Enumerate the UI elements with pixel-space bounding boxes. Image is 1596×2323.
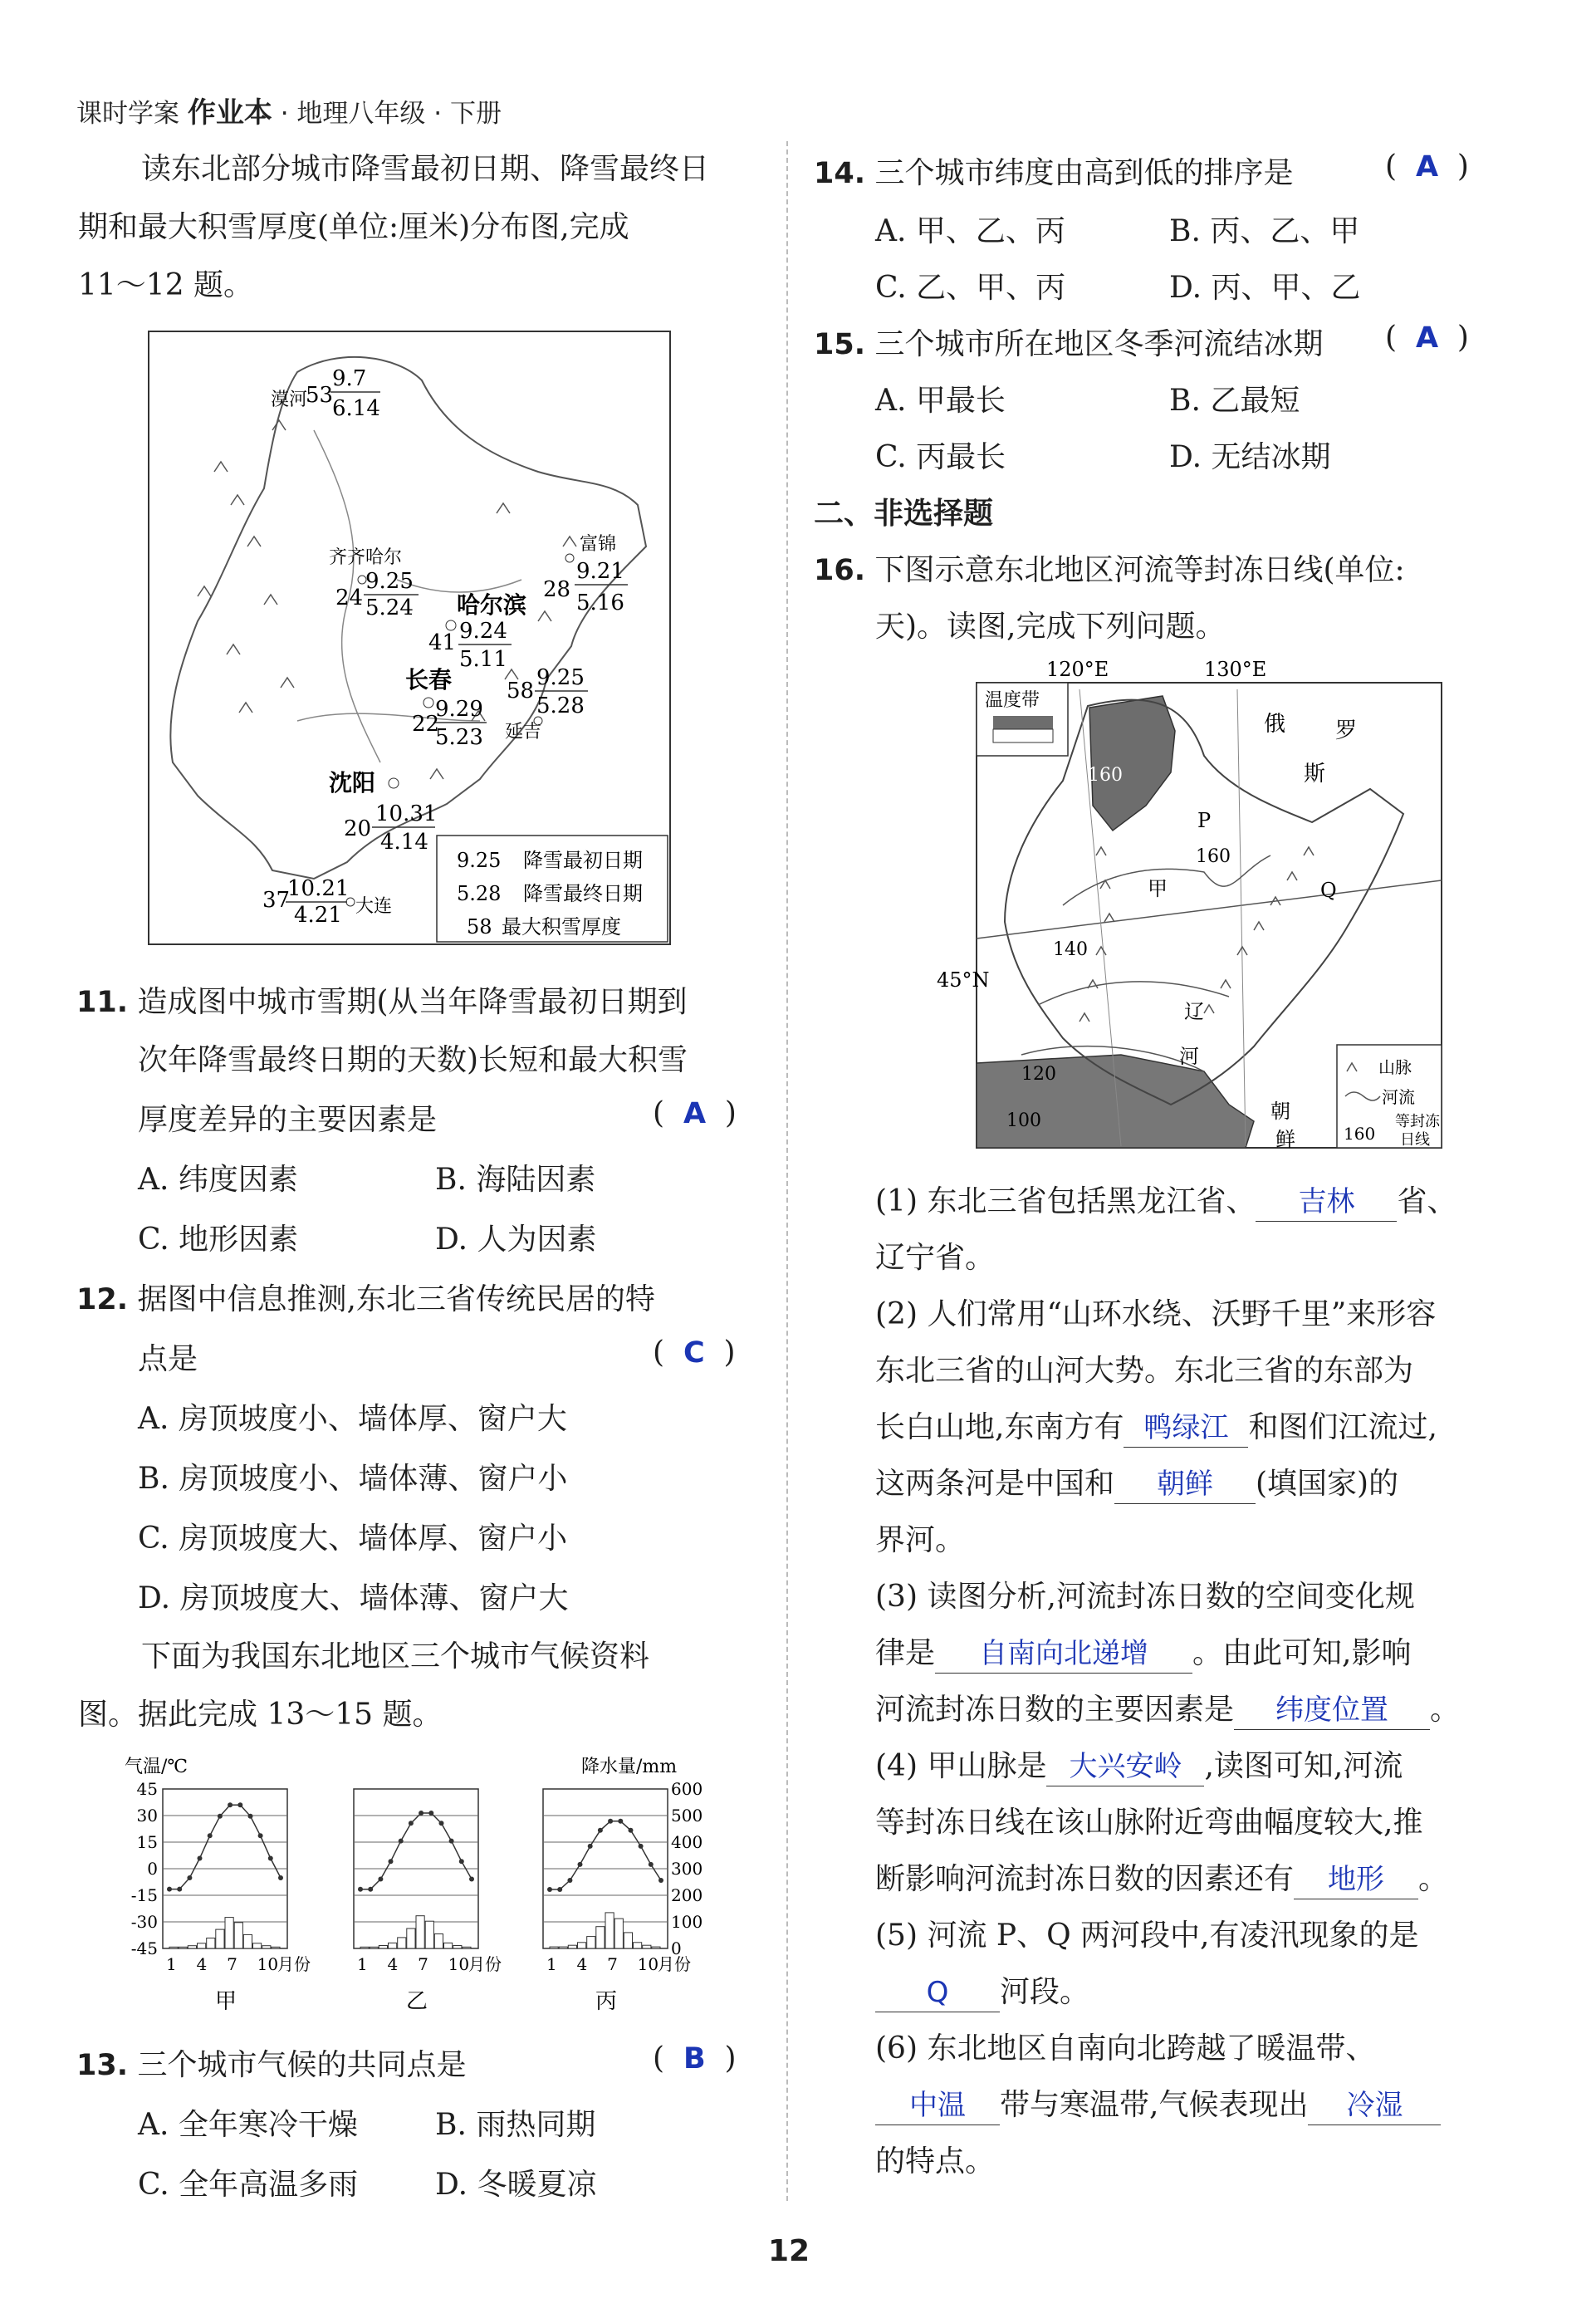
city-dalian-name: 大连 <box>355 896 393 917</box>
month-tick: 4 <box>387 1954 399 1974</box>
lon-130: 130°E <box>1204 658 1267 681</box>
q16-line1 <box>814 546 1405 589</box>
q11-option-c: C. 地形因素 <box>138 1223 299 1257</box>
city-qiqihar-name: 齐齐哈尔 <box>329 547 403 568</box>
city-fujin-name: 富锦 <box>580 534 617 555</box>
legend-thick-label: 最大积雪厚度 <box>502 915 621 939</box>
header-book: 作业本 <box>187 96 272 130</box>
legend-first-value: 9.25 <box>457 849 502 872</box>
page-number: 12 <box>768 2234 810 2268</box>
q16-p3-blank2: 纬度位置 <box>1275 1693 1389 1727</box>
precip-bar <box>463 1947 471 1948</box>
q13-option-b: B. 雨热同期 <box>435 2108 596 2142</box>
month-tick: 7 <box>418 1954 428 1974</box>
q12-stem-2: 点是 <box>138 1342 198 1376</box>
precip-bar <box>434 1934 443 1949</box>
month-unit: 月份 <box>468 1954 502 1974</box>
precip-bar <box>370 1947 378 1948</box>
precip-bar <box>559 1947 567 1948</box>
q14-option-a: A. 甲、乙、丙 <box>875 214 1065 248</box>
city-harbin-last: 5.11 <box>459 647 507 672</box>
lat-45: 45°N <box>937 968 990 992</box>
city-shenyang-name: 沈阳 <box>329 769 376 796</box>
month-tick: 1 <box>166 1954 177 1974</box>
q16-p2-l3a: 长白山地,东南方有 <box>875 1410 1124 1444</box>
q12-answer-bracket: ( C ) <box>653 1335 736 1370</box>
q15-option-b: B. 乙最短 <box>1169 384 1300 418</box>
precip-bar <box>379 1946 387 1949</box>
q16-p3-line2 <box>875 1630 1411 1674</box>
precip-bar <box>444 1943 453 1948</box>
month-tick: 10 <box>448 1954 470 1974</box>
q11-stem-3: 厚度差异的主要因素是 <box>138 1103 438 1137</box>
q13-option-c: C. 全年高温多雨 <box>138 2168 359 2202</box>
climate-charts <box>116 1752 714 2026</box>
intro-11-12-line1: 读东北部分城市降雪最初日期、降雪最终日 <box>141 152 710 186</box>
q16-p6-blank1: 中温 <box>909 2089 966 2122</box>
q16-p3-line3 <box>875 1686 1460 1730</box>
iso-100: 100 <box>1006 1110 1041 1131</box>
q16-p6-line1: (6) 东北地区自南向北跨越了暖温带、 <box>875 2031 1376 2066</box>
month-tick: 7 <box>607 1954 618 1974</box>
q16-p5-line1: (5) 河流 P、Q 两河段中,有凌汛现象的是 <box>875 1919 1419 1953</box>
q14-answer-bracket: ( A ) <box>1385 149 1469 184</box>
temp-tick: 0 <box>147 1859 158 1879</box>
russia-3: 斯 <box>1304 762 1326 787</box>
q12-stem-1: 据图中信息推测,东北三省传统民居的特 <box>137 1282 655 1316</box>
precip-bar <box>568 1945 576 1948</box>
q16-p6-l2a: 带与寒温带,气候表现出 <box>1000 2088 1309 2122</box>
q16-p1-pre: (1) 东北三省包括黑龙江省、 <box>875 1184 1256 1218</box>
precip-tick: 500 <box>671 1806 703 1826</box>
q16-number: 16. <box>814 554 866 587</box>
page-header <box>76 90 502 130</box>
temp-curve <box>169 1805 281 1889</box>
q16-p2-line5: 界河。 <box>875 1523 966 1557</box>
precip-bar <box>416 1916 424 1948</box>
temp-curve <box>550 1821 661 1889</box>
city-fujin-last: 5.16 <box>576 591 624 615</box>
q16-p4-line1 <box>875 1742 1403 1786</box>
precip-bar <box>216 1929 224 1948</box>
q15-number: 15. <box>814 328 866 361</box>
q16-p5-l2b: 河段。 <box>1000 1975 1090 2009</box>
q15-option-c: C. 丙最长 <box>875 440 1006 474</box>
precip-bar <box>234 1923 242 1948</box>
q11-option-d: D. 人为因素 <box>435 1223 597 1257</box>
q15-stem: 三个城市所在地区冬季河流结冰期 <box>874 327 1324 361</box>
city-changchun-thick: 22 <box>412 712 440 737</box>
city-shenyang-thick: 20 <box>344 816 372 841</box>
precip-bar <box>453 1946 462 1949</box>
precip-bar <box>360 1947 369 1948</box>
q16-p4-l3b: 。 <box>1418 1862 1449 1896</box>
q16-stem-1: 下图示意东北地区河流等封冻日线(单位: <box>874 553 1405 587</box>
city-name: 甲 <box>215 1989 237 2014</box>
q15-option-a: A. 甲最长 <box>875 384 1006 418</box>
city-yanji-name: 延吉 <box>505 722 542 742</box>
precip-bar <box>253 1943 262 1948</box>
city-dalian-thick: 37 <box>262 888 291 913</box>
city-yanji-last: 5.28 <box>536 693 585 718</box>
legend-last-value: 5.28 <box>457 882 502 905</box>
q15-option-d: D. 无结冰期 <box>1169 440 1331 474</box>
freeze-map <box>937 656 1453 1154</box>
lon-120: 120°E <box>1046 658 1109 681</box>
precip-bar <box>624 1933 632 1948</box>
month-unit: 月份 <box>658 1954 691 1974</box>
q12-number: 12. <box>76 1283 129 1316</box>
legend-iso-label-2: 日线 <box>1400 1131 1430 1149</box>
q16-p4-l3a: 断影响河流封冻日数的因素还有 <box>875 1862 1295 1896</box>
precip-bar <box>389 1943 397 1948</box>
precip-bar <box>243 1934 252 1948</box>
precip-tick: 200 <box>671 1885 703 1905</box>
q16-p1-line1 <box>875 1178 1456 1222</box>
q14-option-b: B. 丙、乙、甲 <box>1169 214 1360 248</box>
precip-bar <box>179 1947 187 1948</box>
precip-bar <box>634 1943 642 1948</box>
legend-last-label: 降雪最终日期 <box>523 882 643 905</box>
q16-p1-blank: 吉林 <box>1298 1185 1355 1218</box>
q13-option-a: A. 全年寒冷干燥 <box>138 2108 358 2142</box>
q12-option-c: C. 房顶坡度大、墙体厚、窗户小 <box>138 1522 568 1556</box>
precip-bar <box>188 1946 196 1948</box>
city-changchun-first: 9.29 <box>435 697 483 722</box>
precip-bar <box>587 1937 595 1948</box>
q16-p2-l4a: 这两条河是中国和 <box>875 1467 1115 1501</box>
city-changchun-last: 5.23 <box>435 725 483 750</box>
city-qiqihar-thick: 24 <box>335 586 364 610</box>
q14-number: 14. <box>814 157 866 190</box>
legend-mountain: 山脉 <box>1378 1057 1412 1077</box>
q16-p6-blank2: 冷湿 <box>1346 2089 1403 2122</box>
q11-stem-1: 造成图中城市雪期(从当年降雪最初日期到 <box>137 985 688 1019</box>
city-mohe-first: 9.7 <box>332 366 367 391</box>
month-tick: 1 <box>546 1954 557 1974</box>
q16-p3-l3a: 河流封冻日数的主要因素是 <box>875 1693 1235 1727</box>
intro-13-15-line2: 图。据此完成 13～15 题。 <box>78 1698 443 1732</box>
city-mohe-thick: 53 <box>306 383 334 408</box>
q16-p3-l3b: 。 <box>1430 1693 1461 1727</box>
precip-bar <box>643 1945 651 1948</box>
legend-river: 河流 <box>1382 1087 1415 1107</box>
q16-p6-line3: 的特点。 <box>875 2144 996 2178</box>
q11-number: 11. <box>76 986 129 1019</box>
city-harbin-name: 哈尔滨 <box>457 591 527 619</box>
precip-bar <box>169 1947 178 1948</box>
climate-panel <box>163 1789 311 2014</box>
precip-bar <box>262 1946 271 1948</box>
q16-p2-line4 <box>875 1460 1398 1504</box>
city-name: 丙 <box>595 1989 618 2014</box>
q16-p5-line2 <box>875 1968 1089 2012</box>
q16-p4-line2: 等封冻日线在该山脉附近弯曲幅度较大,推 <box>875 1806 1423 1840</box>
city-shenyang-last: 4.14 <box>380 830 428 855</box>
q14-option-d: D. 丙、甲、乙 <box>1169 271 1361 305</box>
city-yanji-first: 9.25 <box>536 665 585 690</box>
city-qiqihar-last: 5.24 <box>365 595 414 620</box>
q16-p2-l4b: (填国家)的 <box>1256 1467 1399 1501</box>
q16-p2-blank1: 鸭绿江 <box>1143 1411 1229 1444</box>
precip-bar <box>407 1928 415 1948</box>
city-name: 乙 <box>406 1989 428 2014</box>
q14-line1 <box>814 149 1293 192</box>
header-subject: · 地理八年级 · 下册 <box>280 99 502 129</box>
precip-bar <box>596 1927 605 1948</box>
precip-bar <box>550 1947 558 1948</box>
q13-number: 13. <box>76 2049 129 2082</box>
russia-1: 俄 <box>1264 712 1286 737</box>
iso-120: 120 <box>1021 1064 1056 1085</box>
precip-tick: 400 <box>671 1832 703 1852</box>
q13-option-d: D. 冬暖夏凉 <box>435 2168 597 2202</box>
q16-p4-blank1: 大兴安岭 <box>1069 1750 1182 1783</box>
q15-answer-bracket: ( A ) <box>1385 321 1469 355</box>
city-yanji-thick: 58 <box>507 679 535 703</box>
label-jia: 甲 <box>1148 877 1168 900</box>
city-shenyang-first: 10.31 <box>375 801 438 826</box>
q11-option-b: B. 海陆因素 <box>435 1163 596 1197</box>
q16-p3-l2a: 律是 <box>875 1636 936 1670</box>
precip-bar <box>614 1919 623 1948</box>
q16-p2-line1: (2) 人们常用“山环水绕、沃野千里”来形容 <box>875 1297 1437 1331</box>
temp-tick: 30 <box>136 1806 158 1826</box>
month-tick: 10 <box>637 1954 659 1974</box>
month-tick: 10 <box>257 1954 279 1974</box>
city-harbin-first: 9.24 <box>459 619 507 644</box>
q16-p1-post: 省、 <box>1397 1184 1457 1218</box>
city-mohe-last: 6.14 <box>332 396 380 421</box>
q13-stem: 三个城市气候的共同点是 <box>137 2048 467 2082</box>
temp-axis-label: 气温/℃ <box>125 1757 188 1777</box>
q16-p3-blank1: 自南向北递增 <box>979 1637 1149 1670</box>
iso-160-b: 160 <box>1196 846 1231 867</box>
city-mohe-name: 漠河 <box>271 390 308 410</box>
legend-iso-value: 160 <box>1344 1124 1376 1144</box>
precip-bar <box>272 1947 280 1948</box>
q12-line1 <box>76 1276 655 1318</box>
q13-answer: B <box>683 2042 706 2076</box>
intro-11-12-line3: 11～12 题。 <box>78 268 254 302</box>
climate-panel <box>354 1789 502 2014</box>
climate-panel <box>543 1789 691 2014</box>
city-dalian-last: 4.21 <box>294 903 342 928</box>
q12-option-b: B. 房顶坡度小、墙体薄、窗户小 <box>138 1462 568 1496</box>
intro-13-15-line1: 下面为我国东北地区三个城市气候资料 <box>141 1639 650 1674</box>
q15-line1 <box>814 321 1323 363</box>
q16-p2-line3 <box>875 1404 1437 1448</box>
label-liao: 辽 <box>1184 1000 1204 1023</box>
section-2-title: 二、非选择题 <box>814 497 994 531</box>
q16-p3-l2b: 。由此可知,影响 <box>1192 1636 1412 1670</box>
q11-line1 <box>76 978 688 1021</box>
legend-first-label: 降雪最初日期 <box>523 849 643 872</box>
q12-answer: C <box>683 1336 705 1370</box>
q16-stem-2: 天)。读图,完成下列问题。 <box>875 610 1226 644</box>
q16-p4-l1b: ,读图可知,河流 <box>1204 1749 1403 1783</box>
q16-p6-line2 <box>875 2081 1441 2125</box>
city-dalian-first: 10.21 <box>287 876 350 901</box>
temp-tick: 15 <box>136 1832 158 1852</box>
label-p: P <box>1197 809 1212 832</box>
precip-tick: 0 <box>671 1938 682 1958</box>
header-series: 课时学案 <box>76 99 179 129</box>
month-tick: 7 <box>227 1954 237 1974</box>
korea-2: 鲜 <box>1275 1128 1295 1151</box>
q16-p4-l1a: (4) 甲山脉是 <box>875 1749 1047 1783</box>
label-he: 河 <box>1179 1045 1199 1068</box>
q16-p5-blank: Q <box>926 1976 949 2009</box>
temp-tick: -15 <box>130 1885 158 1905</box>
precip-bar <box>198 1943 206 1948</box>
precip-tick: 600 <box>671 1779 703 1799</box>
precip-bar <box>225 1918 233 1948</box>
temp-tick: 45 <box>136 1779 158 1799</box>
korea-1: 朝 <box>1270 1100 1290 1123</box>
label-q: Q <box>1320 879 1337 902</box>
precip-bar <box>425 1921 433 1948</box>
russia-2: 罗 <box>1335 718 1358 743</box>
iso-140: 140 <box>1053 939 1088 960</box>
intro-11-12-line2: 期和最大积雪厚度(单位:厘米)分布图,完成 <box>78 210 629 244</box>
precip-tick: 300 <box>671 1859 703 1879</box>
city-changchun-name: 长春 <box>405 666 453 693</box>
temp-tick: -45 <box>130 1938 158 1958</box>
precip-bar <box>207 1938 215 1949</box>
q16-p4-blank2: 地形 <box>1328 1863 1385 1896</box>
month-unit: 月份 <box>277 1954 311 1974</box>
q11-answer: A <box>683 1097 707 1130</box>
temp-curve <box>360 1813 472 1889</box>
city-qiqihar-first: 9.25 <box>365 569 414 594</box>
q11-answer-bracket: ( A ) <box>653 1096 737 1130</box>
q11-option-a: A. 纬度因素 <box>138 1163 298 1197</box>
q15-answer: A <box>1415 321 1439 355</box>
month-tick: 1 <box>357 1954 368 1974</box>
precip-bar <box>578 1943 586 1948</box>
q12-option-a: A. 房顶坡度小、墙体厚、窗户大 <box>138 1402 567 1436</box>
q16-p2-line2: 东北三省的山河大势。东北三省的东部为 <box>875 1354 1414 1388</box>
city-fujin-first: 9.21 <box>576 559 624 584</box>
month-tick: 4 <box>196 1954 208 1974</box>
q13-answer-bracket: ( B ) <box>653 2041 737 2076</box>
iso-160-a: 160 <box>1088 765 1123 786</box>
temp-band-label: 温度带 <box>985 690 1040 711</box>
legend-thick-value: 58 <box>467 915 492 939</box>
q12-option-d: D. 房顶坡度大、墙体薄、窗户大 <box>138 1581 569 1615</box>
q16-p3-line1: (3) 读图分析,河流封冻日数的空间变化规 <box>875 1580 1415 1614</box>
q14-option-c: C. 乙、甲、丙 <box>875 271 1066 305</box>
precip-tick: 100 <box>671 1912 703 1932</box>
q16-p2-blank2: 朝鲜 <box>1157 1468 1214 1501</box>
q14-answer: A <box>1415 150 1439 184</box>
precip-axis-label: 降水量/mm <box>581 1757 678 1777</box>
city-fujin-thick: 28 <box>543 577 571 602</box>
column-divider <box>786 141 788 2201</box>
q16-p2-l3b: 和图们江流过, <box>1248 1410 1437 1444</box>
city-harbin-thick: 41 <box>428 630 457 655</box>
q14-stem: 三个城市纬度由高到低的排序是 <box>874 156 1294 190</box>
q13-line1 <box>76 2041 466 2084</box>
q11-stem-2: 次年降雪最终日期的天数)长短和最大积雪 <box>138 1043 688 1077</box>
legend-iso-label-1: 等封冻 <box>1395 1113 1440 1130</box>
q16-p4-line3 <box>875 1855 1448 1899</box>
temp-tick: -30 <box>130 1912 158 1932</box>
precip-bar <box>398 1938 406 1948</box>
month-tick: 4 <box>576 1954 588 1974</box>
precip-bar <box>605 1913 614 1948</box>
snow-map <box>148 331 671 945</box>
q16-p1-line2: 辽宁省。 <box>875 1241 996 1275</box>
precip-bar <box>652 1947 660 1948</box>
